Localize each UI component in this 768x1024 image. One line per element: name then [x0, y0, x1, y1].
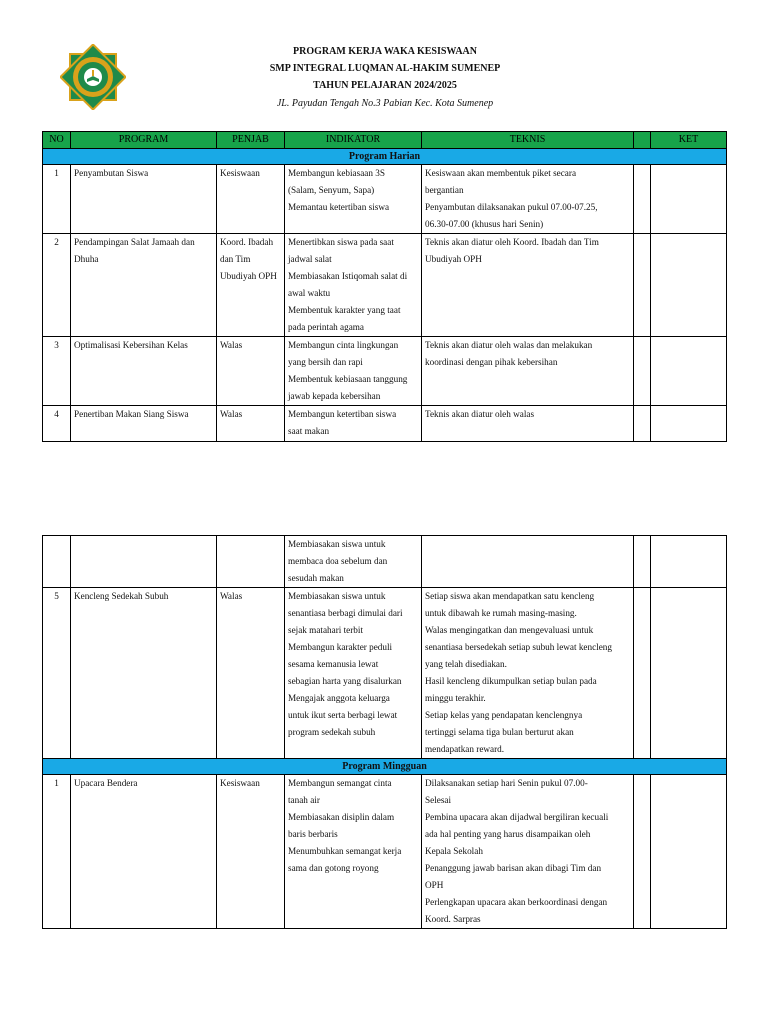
cell-blank	[634, 775, 651, 929]
cell-program: Upacara Bendera	[71, 775, 217, 929]
cell-penjab: Walas	[217, 337, 285, 406]
cell-no	[43, 536, 71, 588]
cell-ket	[651, 406, 727, 442]
table-row-continuation	[43, 536, 727, 588]
cell-no: 1	[43, 165, 71, 234]
indikator-line: Membiasakan Istiqomah salat di	[288, 271, 408, 281]
table-row	[43, 588, 727, 759]
teknis-line: Penyambutan dilaksanakan pukul 07.00-07.25,	[425, 202, 598, 212]
cell-indikator	[285, 406, 422, 442]
teknis-line: mendapatkan reward.	[425, 744, 505, 754]
indikator-line: sesudah makan	[288, 573, 344, 583]
cell-teknis	[422, 775, 634, 929]
table-header-row	[43, 132, 727, 149]
indikator-line: tanah air	[288, 795, 320, 805]
cell-blank	[634, 337, 651, 406]
cell-no: 1	[43, 775, 71, 929]
teknis-line: Teknis akan diatur oleh walas	[425, 409, 535, 419]
col-header-no: NO	[43, 132, 71, 149]
indikator-line: Memantau ketertiban siswa	[288, 202, 390, 212]
teknis-line: Teknis akan diatur oleh walas dan melakukan	[425, 340, 593, 350]
cell-program: Optimalisasi Kebersihan Kelas	[71, 337, 217, 406]
indikator-line: Menumbuhkan semangat kerja	[288, 846, 402, 856]
cell-program: Penertiban Makan Siang Siswa	[71, 406, 217, 442]
cell-teknis	[422, 234, 634, 337]
teknis-line: Selesai	[425, 795, 452, 805]
cell-teknis	[422, 406, 634, 442]
table-row	[43, 165, 727, 234]
teknis-line: bergantian	[425, 185, 464, 195]
cell-penjab: Kesiswaan	[217, 775, 285, 929]
cell-indikator	[285, 775, 422, 929]
doc-title: PROGRAM KERJA WAKA KESISWAAN	[292, 46, 477, 57]
teknis-line: Kepala Sekolah	[425, 846, 483, 856]
cell-ket	[651, 588, 727, 759]
cell-program: Kencleng Sedekah Subuh	[71, 588, 217, 759]
indikator-line: sesama kemanusia lewat	[288, 659, 379, 669]
indikator-line: pada perintah agama	[288, 322, 365, 332]
table-row	[43, 775, 727, 929]
cell-program	[71, 536, 217, 588]
teknis-line: Pembina upacara akan dijadwal bergiliran kecuali	[425, 812, 609, 822]
cell-ket	[651, 337, 727, 406]
teknis-line: yang telah disediakan.	[425, 659, 507, 669]
cell-ket	[651, 165, 727, 234]
school-logo	[60, 44, 126, 110]
indikator-line: sejak matahari terbit	[288, 625, 363, 635]
teknis-line: Ubudiyah OPH	[425, 254, 482, 264]
teknis-line: Setiap kelas yang pendapatan kenclengnya	[425, 710, 583, 720]
academic-year: TAHUN PELAJARAN 2024/2025	[313, 80, 457, 91]
indikator-line: Membangun kebiasaan 3S	[288, 168, 385, 178]
section-title-harian: Program Harian	[43, 149, 727, 165]
cell-teknis	[422, 536, 634, 588]
cell-indikator	[285, 588, 422, 759]
teknis-line: minggu terakhir.	[425, 693, 486, 703]
cell-penjab: Koord. Ibadah dan Tim Ubudiyah OPH	[217, 234, 285, 337]
program-table-page1	[42, 131, 727, 442]
indikator-line: Membangun ketertiban siswa	[288, 409, 397, 419]
cell-blank	[634, 234, 651, 337]
section-row-mingguan	[43, 759, 727, 775]
indikator-line: baris berbaris	[288, 829, 338, 839]
indikator-line: Membiasakan disiplin dalam	[288, 812, 395, 822]
indikator-line: Membiasakan siswa untuk	[288, 539, 386, 549]
cell-penjab: Walas	[217, 406, 285, 442]
teknis-line: Hasil kencleng dikumpulkan setiap bulan pada	[425, 676, 597, 686]
teknis-line: Dilaksanakan setiap hari Senin pukul 07.00-	[425, 778, 588, 788]
teknis-line: Penanggung jawab barisan akan dibagi Tim dan	[425, 863, 602, 873]
cell-teknis	[422, 588, 634, 759]
table-row	[43, 337, 727, 406]
indikator-line: sebagian harta yang disalurkan	[288, 676, 402, 686]
indikator-line: Membangun cinta lingkungan	[288, 340, 399, 350]
indikator-line: yang bersih dan rapi	[288, 357, 363, 367]
col-header-teknis: TEKNIS	[422, 132, 634, 149]
table-row	[43, 234, 727, 337]
cell-teknis	[422, 337, 634, 406]
teknis-line: tertinggi selama tiga bulan berturut akan	[425, 727, 574, 737]
cell-blank	[634, 536, 651, 588]
school-name: SMP INTEGRAL LUQMAN AL-HAKIM SUMENEP	[269, 63, 501, 74]
indikator-line: senantiasa berbagi dimulai dari	[288, 608, 403, 618]
teknis-line: Walas mengingatkan dan mengevaluasi untuk	[425, 625, 594, 635]
col-header-program: PROGRAM	[71, 132, 217, 149]
teknis-line: ada hal penting yang harus disampaikan oleh	[425, 829, 591, 839]
indikator-line: untuk ikut serta berbagi lewat	[288, 710, 398, 720]
col-header-blank	[634, 132, 651, 149]
indikator-line: Membangun karakter peduli	[288, 642, 393, 652]
teknis-line: Teknis akan diatur oleh Koord. Ibadah dan Tim	[425, 237, 599, 247]
cell-no: 4	[43, 406, 71, 442]
cell-no: 3	[43, 337, 71, 406]
cell-indikator	[285, 234, 422, 337]
teknis-line: Kesiswaan akan membentuk piket secara	[425, 168, 577, 178]
cell-ket	[651, 775, 727, 929]
col-header-indikator: INDIKATOR	[285, 132, 422, 149]
program-table-page2	[42, 535, 727, 929]
cell-penjab	[217, 536, 285, 588]
section-title-mingguan: Program Mingguan	[43, 759, 727, 775]
indikator-line: awal waktu	[288, 288, 331, 298]
cell-teknis	[422, 165, 634, 234]
indikator-line: (Salam, Senyum, Sapa)	[288, 185, 375, 195]
teknis-line: Koord. Sarpras	[425, 914, 481, 924]
indikator-line: jadwal salat	[288, 254, 332, 264]
col-header-penjab: PENJAB	[217, 132, 285, 149]
teknis-line: untuk dibawah ke rumah masing-masing.	[425, 608, 577, 618]
cell-blank	[634, 165, 651, 234]
indikator-line: jawab kepada kebersihan	[288, 391, 381, 401]
cell-program: Penyambutan Siswa	[71, 165, 217, 234]
cell-no: 5	[43, 588, 71, 759]
teknis-line: 06.30-07.00 (khusus hari Senin)	[425, 219, 544, 229]
indikator-line: membaca doa sebelum dan	[288, 556, 388, 566]
indikator-line: Membiasakan siswa untuk	[288, 591, 386, 601]
indikator-line: Membangun semangat cinta	[288, 778, 392, 788]
indikator-line: Membentuk kebiasaan tanggung	[288, 374, 408, 384]
indikator-line: Membentuk karakter yang taat	[288, 305, 401, 315]
indikator-line: Menertibkan siswa pada saat	[288, 237, 394, 247]
indikator-line: saat makan	[288, 426, 330, 436]
indikator-line: program sedekah subuh	[288, 727, 376, 737]
teknis-line: Setiap siswa akan mendapatkan satu kencleng	[425, 591, 595, 601]
teknis-line: koordinasi dengan pihak kebersihan	[425, 357, 558, 367]
cell-indikator	[285, 165, 422, 234]
cell-blank	[634, 588, 651, 759]
cell-program: Pendampingan Salat Jamaah dan Dhuha	[71, 234, 217, 337]
cell-ket	[651, 234, 727, 337]
teknis-line: OPH	[425, 880, 444, 890]
cell-indikator	[285, 536, 422, 588]
cell-ket	[651, 536, 727, 588]
cell-blank	[634, 406, 651, 442]
cell-indikator	[285, 337, 422, 406]
table-row	[43, 406, 727, 442]
col-header-ket: KET	[651, 132, 727, 149]
teknis-line: Perlengkapan upacara akan berkoordinasi dengan	[425, 897, 608, 907]
cell-penjab: Kesiswaan	[217, 165, 285, 234]
section-row-harian	[43, 149, 727, 165]
cell-no: 2	[43, 234, 71, 337]
indikator-line: Mengajak anggota keluarga	[288, 693, 390, 703]
school-address: JL. Payudan Tengah No.3 Pabian Kec. Kota Sumenep	[276, 98, 494, 109]
cell-penjab: Walas	[217, 588, 285, 759]
indikator-line: sama dan gotong royong	[288, 863, 379, 873]
teknis-line: senantiasa bersedekah setiap subuh lewat kencleng	[425, 642, 612, 652]
